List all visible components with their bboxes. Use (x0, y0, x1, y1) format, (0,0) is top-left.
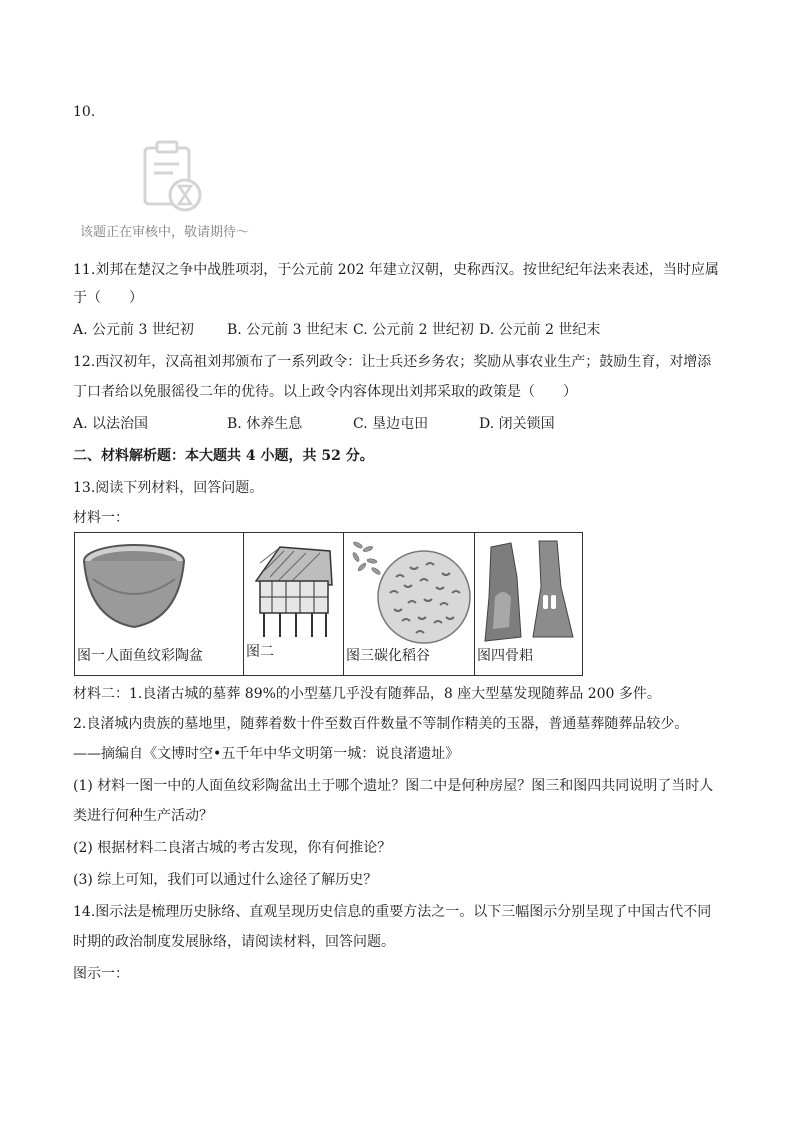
clipboard-hourglass-icon (139, 140, 205, 216)
q11-option-c[interactable]: C. 公元前 2 世纪初 (353, 322, 474, 338)
pottery-basin-icon (79, 539, 189, 635)
q13-source: ——摘编自《文博时空•五千年中华文明第一城：说良渚遗址》 (73, 746, 460, 762)
q13-stem: 13.阅读下列材料，回答问题。 (73, 480, 264, 496)
figure-cell-2 (244, 533, 344, 676)
q13-material2-line1: 材料二：1.良渚古城的墓葬 89%的小型墓几乎没有随葬品，8 座大型墓发现随葬品 200 多件。 (73, 686, 661, 702)
figure-2-caption: 图二 (246, 644, 274, 660)
q13-sub2: (2) 根据材料二良渚古城的考古发现，你有何推论？ (73, 840, 392, 856)
q12-option-d[interactable]: D. 闭关锁国 (479, 416, 555, 432)
q13-figure-table (74, 532, 583, 676)
q13-material2-line2: 2.良渚城内贵族的墓地里，随葬着数十件至数百件数量不等制作精美的玉器，普通墓葬随葬品较少。 (73, 716, 689, 732)
figure-cell-3 (344, 533, 475, 676)
q11-option-a[interactable]: A. 公元前 3 世纪初 (73, 322, 194, 338)
q13-sub3: (3) 综上可知，我们可以通过什么途径了解历史？ (73, 872, 378, 888)
q11-option-b[interactable]: B. 公元前 3 世纪末 (227, 322, 348, 338)
q12-stem-line2: 丁口者给以免服徭役二年的优待。以上政令内容体现出刘邦采取的政策是（ ） (73, 384, 577, 400)
carbonized-rice-icon (346, 537, 472, 647)
q14-stem-line2: 时期的政治制度发展脉络，请阅读材料，回答问题。 (73, 934, 395, 950)
bone-spade-icon (481, 537, 577, 645)
review-note: 该题正在审核中，敬请期待～ (80, 225, 250, 240)
q11-stem-line1: 11.刘邦在楚汉之争中战胜项羽，于公元前 202 年建立汉朝，史称西汉。按世纪纪年法来表述，当时应属 (73, 262, 719, 278)
figure-4-caption: 图四骨耜 (477, 648, 533, 664)
figure-cell-4 (475, 533, 583, 676)
q14-diagram1-label: 图示一： (73, 966, 129, 982)
figure-cell-1 (75, 533, 244, 676)
figure-1-caption: 图一人面鱼纹彩陶盆 (77, 648, 203, 664)
q14-stem-line1: 14.图示法是梳理历史脉络、直观呈现历史信息的重要方法之一。以下三幅图示分别呈现了中国古代不同 (73, 904, 712, 920)
q12-option-a[interactable]: A. 以法治国 (73, 416, 149, 432)
q13-sub1-line1: (1) 材料一图一中的人面鱼纹彩陶盆出土于哪个遗址？图二中是何种房屋？图三和图四共同说明了当时人 (73, 778, 714, 794)
q12-stem-line1: 12.西汉初年，汉高祖刘邦颁布了一系列政令：让士兵还乡务农；奖励从事农业生产；鼓励生育，对增添 (73, 354, 712, 370)
q13-sub1-line2: 类进行何种生产活动？ (73, 808, 213, 824)
q13-material1-label: 材料一： (73, 510, 129, 526)
figure-3-caption: 图三碳化稻谷 (346, 648, 430, 664)
q11-stem-line2: 于（ ） (73, 290, 143, 306)
q12-options (73, 414, 723, 434)
q10-number: 10. (73, 104, 96, 120)
q12-option-c[interactable]: C. 垦边屯田 (353, 416, 429, 432)
q11-options (73, 320, 723, 340)
q11-option-d[interactable]: D. 公元前 2 世纪末 (479, 322, 601, 338)
q12-option-b[interactable]: B. 休养生息 (227, 416, 303, 432)
stilt-house-icon (250, 541, 336, 641)
section2-heading: 二、材料解析题：本大题共 4 小题，共 52 分。 (73, 448, 374, 464)
